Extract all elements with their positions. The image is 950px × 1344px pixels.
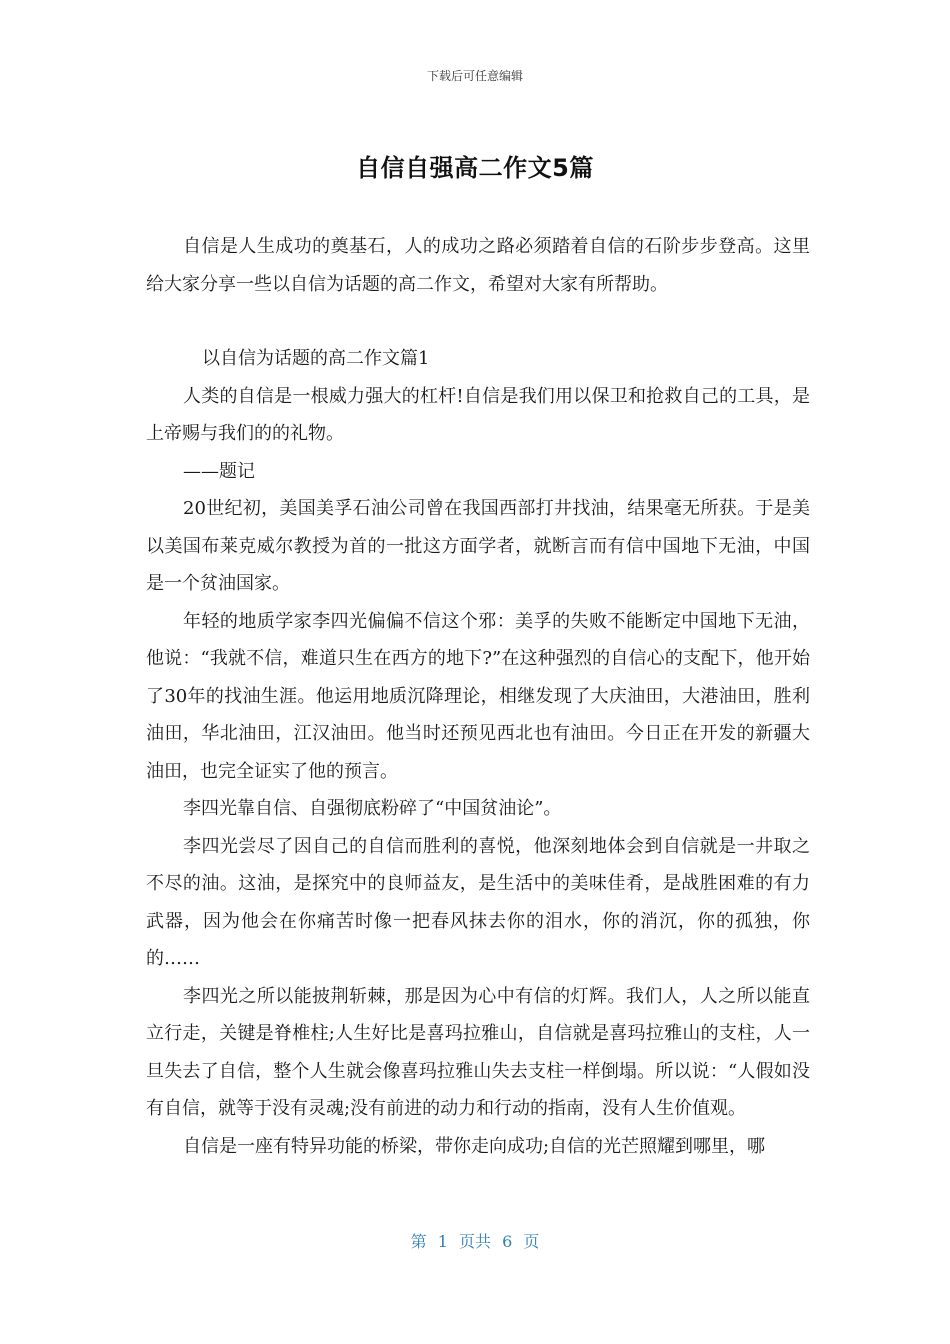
paragraph: 年轻的地质学家李四光偏偏不信这个邪：美孚的失败不能断定中国地下无油，他说：“我就不信，难道只生在西方的地下?”在这种强烈的自信心的支配下，他开始了30年的找油生涯。他运用地质沉降理论，相继发现了大庆油田，大港油田，胜利油田，华北油田，江汉油田。他当时还预见西北也有油田。今日正在开发的新疆大油田，也完全证实了他的预言。 [146, 610, 810, 782]
section-heading: 以自信为话题的高二作文篇1 [202, 348, 430, 369]
paragraph: 李四光之所以能披荆斩棘，那是因为心中有信的灯辉。我们人，人之所以能直立行走，关键是脊椎柱;人生好比是喜玛拉雅山，自信就是喜玛拉雅山的支柱，人一旦失去了自信，整个人生就会像喜玛拉雅山失去支柱一样倒塌。所以说：“人假如没有自信，就等于没有灵魂;没有前进的动力和行动的指南，没有人生价值观。 [146, 985, 810, 1119]
document-title: 自信自强高二作文5篇 [356, 154, 594, 182]
intro-paragraph: 自信是人生成功的奠基石，人的成功之路必须踏着自信的石阶步步登高。这里给大家分享一些以自信为话题的高二作文，希望对大家有所帮助。 [146, 236, 810, 295]
paragraph: 20世纪初，美国美孚石油公司曾在我国西部打井找油，结果毫无所获。于是美以美国布莱克威尔教授为首的一批这方面学者，就断言而有信中国地下无油，中国是一个贫油国家。 [146, 498, 810, 594]
paragraph: 李四光靠自信、自强彻底粉碎了“中国贫油论”。 [183, 798, 562, 819]
header-note: 下载后可任意编辑 [426, 69, 523, 83]
paragraph: 李四光尝尽了因自己的自信而胜利的喜悦，他深刻地体会到自信就是一井取之不尽的油。这油，是探究中的良师益友，是生活中的美味佳肴，是战胜困难的有力武器，因为他会在你痛苦时像一把春风抹去你的泪水，你的消沉，你的孤独，你的…… [146, 835, 810, 969]
paragraph: 自信是一座有特异功能的桥梁，带你走向成功;自信的光芒照耀到哪里，哪 [183, 1135, 766, 1157]
page-indicator: 第 1 页共 6 页 [410, 1232, 540, 1251]
paragraph: 人类的自信是一根威力强大的杠杆!自信是我们用以保卫和抢救自己的工具，是上帝赐与我们的的礼物。 [146, 385, 810, 444]
essay-section [146, 340, 810, 1165]
paragraph-epigraph-attribution: ——题记 [183, 460, 255, 482]
intro-block [146, 228, 810, 303]
